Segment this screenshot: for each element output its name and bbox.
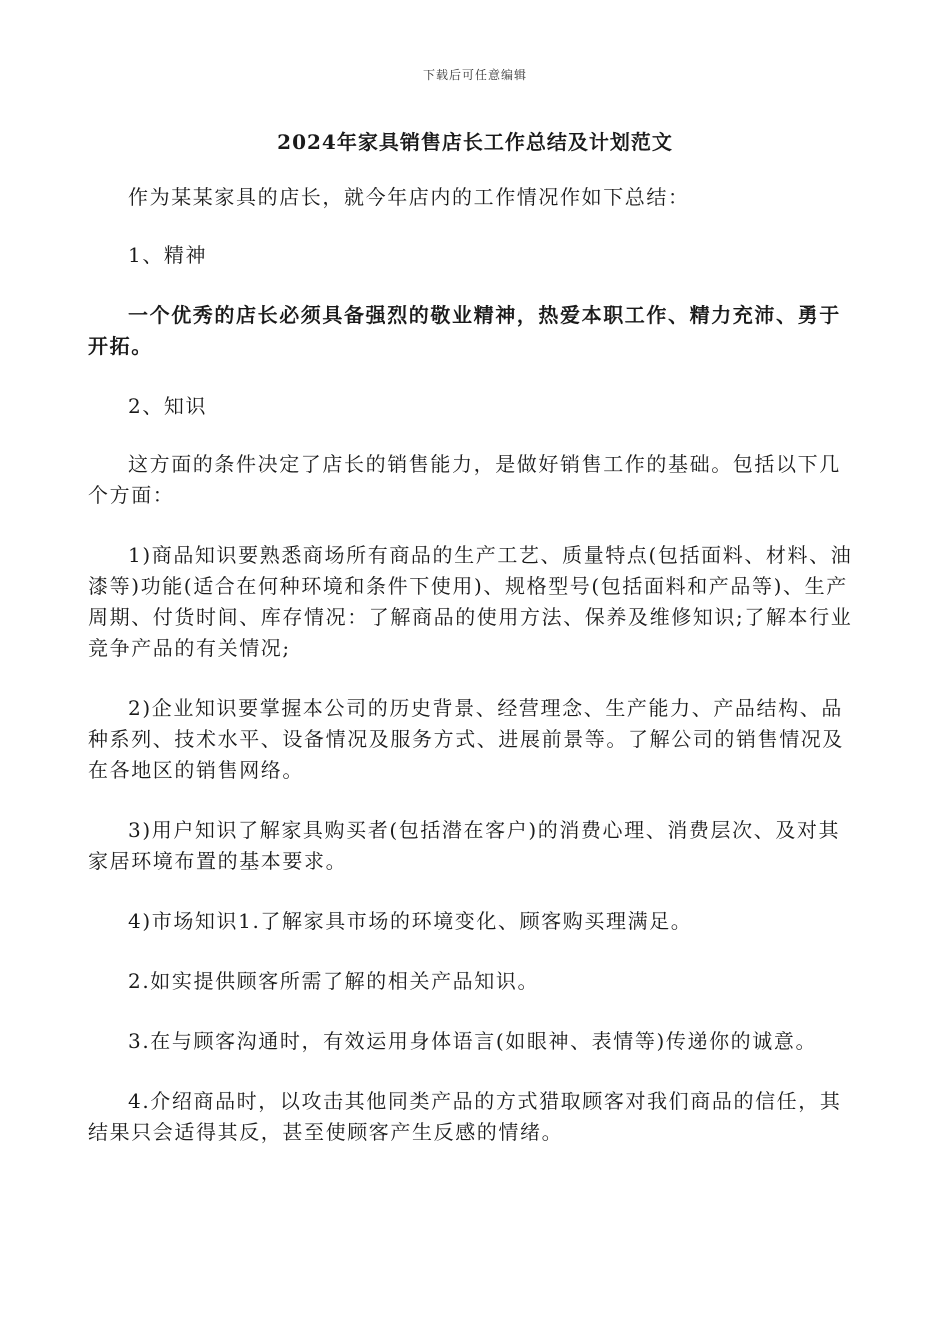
section-heading-knowledge: 2、知识 bbox=[128, 394, 208, 418]
intro-paragraph: 作为某某家具的店长，就今年店内的工作情况作如下总结： bbox=[128, 185, 690, 209]
list-item-2: 2.如实提供顾客所需了解的相关产品知识。 bbox=[128, 969, 540, 993]
list-item-3: 3.在与顾客沟通时，有效运用身体语言(如眼神、表情等)传递你的诚意。 bbox=[128, 1029, 818, 1053]
user-knowledge-paragraph: 3)用户知识了解家具购买者(包括潜在客户)的消费心理、消费层次、及对其家居环境布置的基本要求。 bbox=[88, 818, 841, 873]
company-knowledge-paragraph: 2)企业知识要掌握本公司的历史背景、经营理念、生产能力、产品结构、品种系列、技术水平、设备情况及服务方式、进展前景等。了解公司的销售情况及在各地区的销售网络。 bbox=[88, 696, 844, 782]
document-title: 2024年家具销售店长工作总结及计划范文 bbox=[277, 130, 673, 154]
spirit-paragraph: 一个优秀的店长必须具备强烈的敬业精神，热爱本职工作、精力充沛、勇于开拓。 bbox=[88, 303, 841, 358]
knowledge-intro-paragraph: 这方面的条件决定了店长的销售能力，是做好销售工作的基础。包括以下几个方面： bbox=[88, 452, 841, 507]
document-body bbox=[88, 182, 860, 1148]
list-item-4: 4.介绍商品时，以攻击其他同类产品的方式猎取顾客对我们商品的信任，其结果只会适得其反，甚至使顾客产生反感的情绪。 bbox=[88, 1089, 842, 1144]
market-knowledge-paragraph: 4)市场知识1.了解家具市场的环境变化、顾客购买理满足。 bbox=[128, 909, 693, 933]
section-heading-spirit: 1、精神 bbox=[128, 243, 208, 267]
product-knowledge-paragraph: 1)商品知识要熟悉商场所有商品的生产工艺、质量特点(包括面料、材料、油漆等)功能(适合在何种环境和条件下使用)、规格型号(包括面料和产品等)、生产周期、付货时间、库存情况：了解商品的使用方法、保养及维修知识;了解本行业竞争产品的有关情况; bbox=[88, 543, 853, 660]
header-note: 下载后可任意编辑 bbox=[422, 68, 527, 82]
